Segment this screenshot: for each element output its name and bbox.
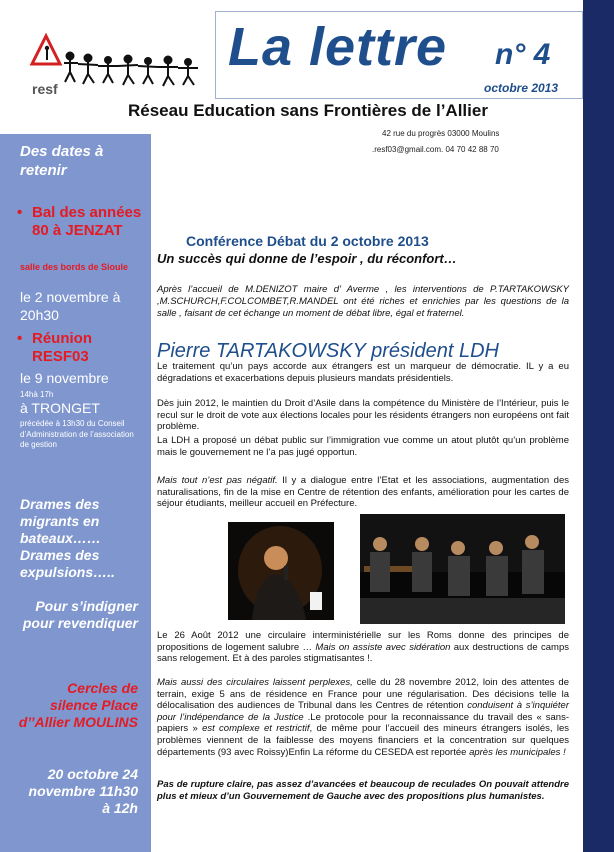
event2-place: à TRONGET <box>20 400 100 416</box>
intro-paragraph: Après l’accueil de M.DENIZOT maire d’ Averme , les interventions de P.TARTAKOWSKY ,M.SCHURCH,F.COLCOMBET,R.MANDEL ont été riches et enrichies par les questions de la salle , faisant de cet échange un moment de débat libre, égal et fraternel. <box>157 284 569 319</box>
right-border-band <box>583 0 614 852</box>
paragraph-4 <box>157 475 569 510</box>
event1-date: le 2 novembre à 20h30 <box>20 289 121 323</box>
sidebar <box>0 134 151 852</box>
organization-name: Réseau Education sans Frontières de l’Allier <box>128 101 488 120</box>
logo-text: resf <box>32 81 58 97</box>
paragraph-6-emph-1: conduisent à s’inquiéter pour l’indépendance de la Justice <box>157 700 569 723</box>
address-line: 42 rue du progrès 03000 Moulins <box>382 129 500 138</box>
panel-photo <box>360 514 565 624</box>
conference-title: Conférence Débat du 2 octobre 2013 <box>186 233 429 249</box>
contact-line: .resf03@gmail.com. 04 70 42 88 70 <box>372 145 499 154</box>
article-subtitle: Un succès qui donne de l’espoir , du réconfort… <box>157 251 457 266</box>
paragraph-5-body: Le 26 Août 2012 une circulaire interministérielle sur les Roms donne des principes de propositions de logement salubre … <box>157 630 569 653</box>
circles-text: Cercles de silence Place d’’Allier MOULINS <box>18 680 138 730</box>
issue-number: n° 4 <box>495 38 551 71</box>
paragraph-3: La LDH a proposé un débat public sur l’immigration vue comme un atout plutôt qu’un problème mais le gouvernement ne l’a pas jugé opportun. <box>157 435 569 458</box>
paragraph-4-lead: Mais tout n’est pas négatif. <box>157 475 278 486</box>
paragraph-1: Le traitement qu’un pays accorde aux étrangers est un marqueur de démocratie. IL y a eu dégradations et exacerbations depuis plusieurs mandats présidentiels. <box>157 361 569 384</box>
event1-title: Bal des années 80 à JENZAT <box>32 204 142 239</box>
drama-text: Drames des migrants en bateaux…… Drames des expulsions….. <box>20 496 115 580</box>
issue-date: octobre 2013 <box>484 81 559 95</box>
speaker-heading: Pierre TARTAKOWSKY président LDH <box>157 340 499 362</box>
paragraph-6 <box>157 677 569 758</box>
event1-place: salle des bords de Sioule <box>20 262 129 272</box>
paragraph-6-emph-3: après les municipales ! <box>469 746 566 758</box>
event2-time: 14hà 17h <box>20 390 54 399</box>
conclusion-paragraph: Pas de rupture claire, pas assez d’avancées et beaucoup de reculades On pouvait attendre plus et mieux d’un Gouvernement de Gauche avec des propositions plus humanistes. <box>157 779 569 802</box>
speaker-photo <box>228 522 334 620</box>
circles-dates: 20 octobre 24 novembre 11h30 à 12h <box>28 766 138 816</box>
sidebar-heading: Des dates à retenir <box>20 143 104 179</box>
event2-title: Réunion RESF03 <box>32 330 92 365</box>
paragraph-5-emphasis: Mais on assiste avec sidération <box>315 641 451 653</box>
paragraph-6-emph-2: est complexe et restrictif <box>202 723 310 735</box>
event2-date: le 9 novembre <box>20 370 109 386</box>
paragraph-6-a: celle du 28 novembre 2012, loin des attentes de terrain, exige 5 ans de résidence en France pour une régularisation. Des décisions telle la délocalisation des audiences de Tribunal dans les Centres de rétention <box>157 677 569 712</box>
paragraph-4-body: Il y a dialogue entre l’Etat et les associations, augmentation des naturalisations, fin de la mise en Centre de rétention des enfants, amélioration pour les cartes de séjour étudiants, meilleur accueil en Préfecture. <box>157 475 569 510</box>
paragraph-6-lead: Mais aussi des circulaires laissent perplexes, <box>157 677 353 688</box>
resf-logo <box>28 30 210 100</box>
bullet-icon: • <box>17 204 23 221</box>
newsletter-title: La lettre <box>228 17 448 77</box>
bullet-icon: • <box>17 330 23 347</box>
paragraph-5 <box>157 630 569 665</box>
paragraph-6-b: .Le protocole pour la reconnaissance du travail des « sans-papiers » <box>157 711 570 735</box>
call-text: Pour s’indigner pour revendiquer <box>22 598 138 631</box>
paragraph-5-end: aux destructions de camps sans relogement. Et à des paroles stigmatisantes !. <box>157 641 569 665</box>
event2-note: précédée à 13h30 du Conseil d’Administration de l’association de gestion <box>20 419 134 449</box>
paragraph-6-c: , de même pour l’accueil des mineurs étrangers isolés, les problèmes viennent de la faiblesse des moyens financiers et la concentration sur quelques départements (93 avec Roissy)Enfin La réforme du CESEDA est reportée <box>157 723 569 758</box>
paragraph-2: Dès juin 2012, le maintien du Droit d’Asile dans la compétence du Ministère de l’Intérieur, puis le recul sur le droit de vote aux élections locales pour les résidents étrangers non européens ont fait problème. <box>157 398 569 433</box>
